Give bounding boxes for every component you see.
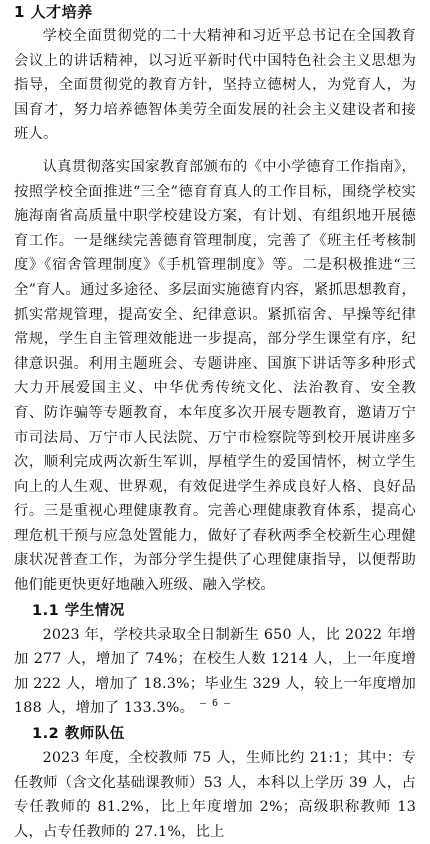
paragraph-student-status: 2023 年，学校共录取全日制新生 650 人，比 2022 年增加 277 人，增加了 74%；在校生人数 1214 人，上一年度增加 222 人，增加了 18.3%；毕业生 329 人，较上一年度增加 188 人，增加了 133.3%。 xyxy=(14,626,416,717)
paragraph-moral-education: 认真贯彻落实国家教育部颁布的《中小学德育工作指南》，按照学校全面推进“三全”德育育真人的工作目标，围绕学校实施海南省高质量中职学校建设方案，有计划、有组织地开展德育工作。一是继续完善德育管理制度，完善了《班主任考核制度》《宿舍管理制度》《手机管理制度》等。二是积极推进“三全”育人。通过多途径、多层面实施德育内容，紧抓思想教育，抓实常规管理，提高安全、纪律意识。紧抓宿舍、早操等纪律常规，学生自主管理效能进一步提高，部分学生课堂有序，纪律意识强。利用主题班会、专题讲座、国旗下讲话等多种形式大力开展爱国主义、中华优秀传统文化、法治教育、安全教育、防诈骗等专题教育，本年度多次开展专题教育，邀请万宁市司法局、万宁市人民法院、万宁市检察院等到校开展讲座多次，顺利完成两次新生军训，厚植学生的爱国情怀，树立学生向上的人生观、世界观，有效促进学生养成良好人格、良好品行。三是重视心理健康教育。完善心理健康教育体系，提高心理危机干预与应急处置能力，做好了春秋两季全校新生心理健康状况普查工作，为部分学生提供了心理健康指导，以便帮助他们能更快更好地融入班级、融入学校。 xyxy=(14,158,416,594)
section-heading-talent-cultivation: 1 人才培养 xyxy=(14,3,93,21)
page-number: — 6 — xyxy=(199,698,231,709)
subsection-heading-teaching-staff: 1.2 教师队伍 xyxy=(32,726,125,743)
subsection-heading-student-status: 1.1 学生情况 xyxy=(32,602,125,619)
paragraph-teaching-staff: 2023 年度，全校教师 75 人，生师比约 21:1；其中：专任教师（含文化基础课教师）53 人，本科以上学历 39 人，占专任教师的 81.2%，比上年度增加 2%；高级职称教师 13 人，占专任教师的 27.1%，比上 xyxy=(14,750,416,840)
paragraph-intro: 学校全面贯彻党的二十大精神和习近平总书记在全国教育会议上的讲话精神，以习近平新时代中国特色社会主义思想为指导，全面贯彻党的教育方针，坚持立德树人，为党育人，为国育才，努力培养德智体美劳全面发展的社会主义建设者和接班人。 xyxy=(14,28,416,143)
